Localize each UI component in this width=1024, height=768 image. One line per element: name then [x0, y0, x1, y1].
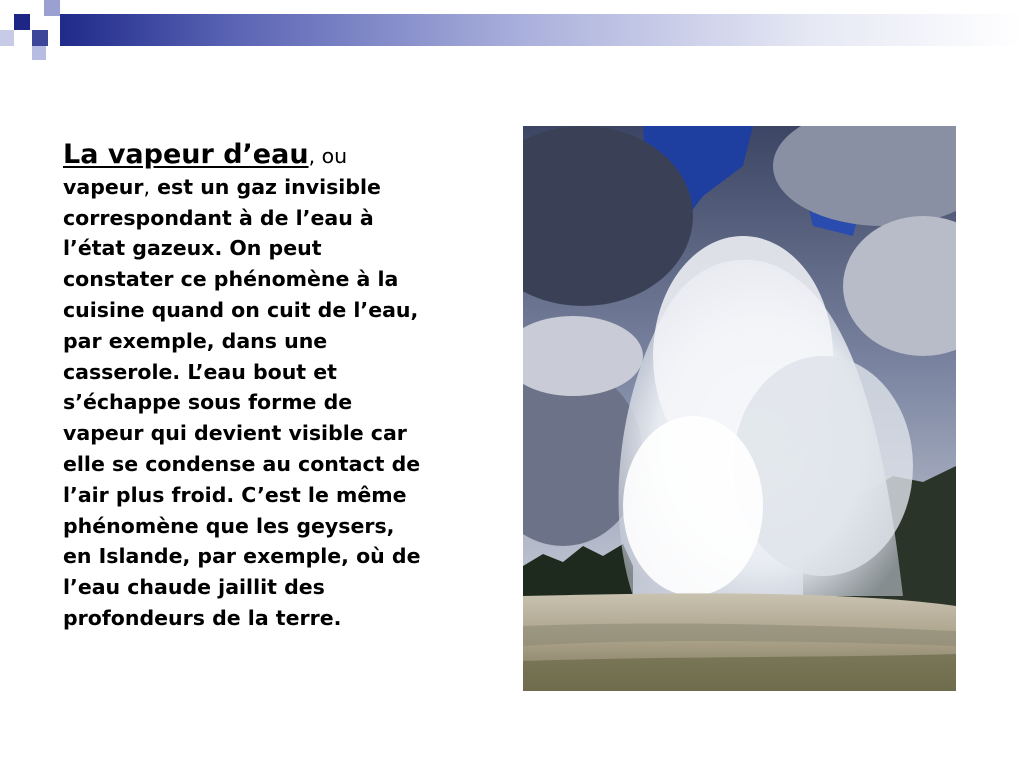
body-text: est un gaz invisible correspondant à de l’eau à l’état gazeux. On peut constater ce phénomène à la cuisine quand on cuit de l’eau, par exemple, dans une casserole. L’eau bout et s’échappe sous forme de vapeur qui devient visible car elle se condense au contact de l’air plus froid. C’est le même phénomène que les geysers, en Islande, par exemple, où de l’eau chaude jaillit des profondeurs de la terre.	[63, 174, 421, 630]
decor-square	[32, 46, 46, 60]
geyser-photo	[523, 126, 956, 691]
term-suffix: , ou	[308, 144, 348, 168]
gradient-title-bar	[60, 14, 1024, 46]
slide-text	[63, 140, 423, 634]
decor-square	[32, 30, 48, 46]
title-decoration	[0, 0, 1024, 64]
synonym-suffix: ,	[143, 174, 151, 199]
decor-square	[0, 30, 14, 46]
synonym: vapeur	[63, 174, 144, 199]
decor-square	[44, 0, 60, 16]
decor-square	[14, 14, 30, 30]
term-heading: La vapeur d’eau	[63, 139, 309, 170]
